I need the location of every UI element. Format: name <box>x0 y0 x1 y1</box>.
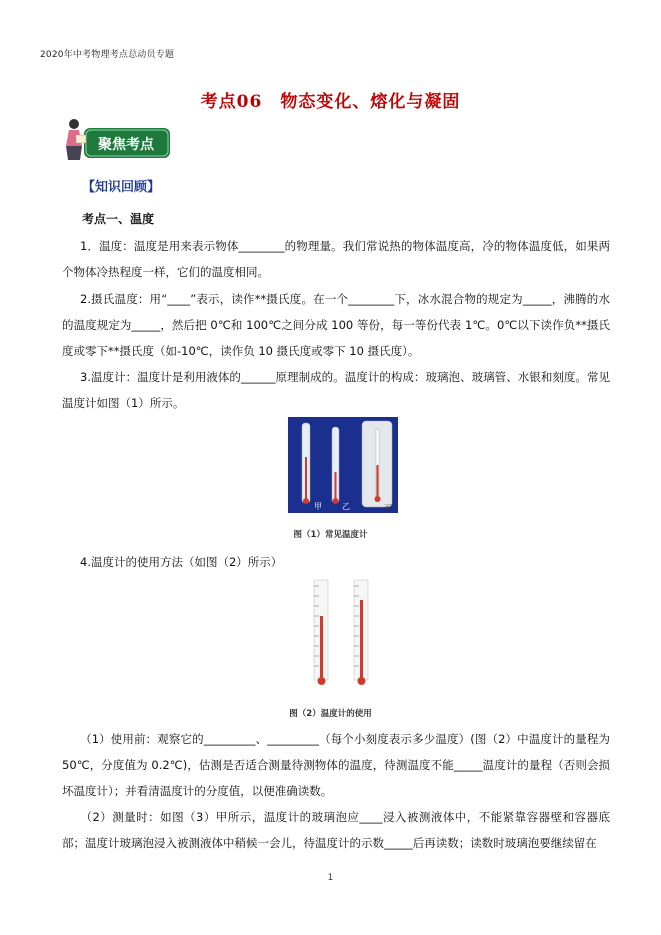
label-c: 丙 <box>384 504 392 513</box>
badge-label: 聚焦考点 <box>98 137 154 153</box>
paragraph-text: 3.温度计：温度计是利用液体的______原理制成的。温度计的构成：玻璃泡、玻璃管、水银和刻度。常见温度计如图（1）所示。 <box>62 370 610 410</box>
paragraph-usage <box>62 549 610 575</box>
paragraph-text: 4.温度计的使用方法（如图（2）所示） <box>80 555 283 569</box>
reading-person-icon <box>60 118 172 164</box>
page-number: 1 <box>327 873 334 883</box>
paragraph-thermometer <box>62 364 610 416</box>
label-a: 甲 <box>314 502 322 511</box>
running-header: 2020年中考物理考点总动员专题 <box>40 50 175 60</box>
figure-thermometer-usage <box>298 578 390 690</box>
paragraph-celsius <box>62 286 610 364</box>
paragraph-temperature <box>62 233 610 285</box>
paragraph-before-use <box>62 726 610 804</box>
figure1-caption: 图（1）常见温度计 <box>293 530 368 540</box>
paragraph-text: （2）测量时：如图（3）甲所示，温度计的玻璃泡应____浸入被测液体中，不能紧靠容器壁和容器底部；温度计玻璃泡浸入被测液体中稍候一会儿，待温度计的示数_____后再读数；读数时玻璃泡要继续留在 <box>62 810 610 850</box>
subsection-title: 考点一、温度 <box>82 212 155 226</box>
paragraph-text: （1）使用前：观察它的_________、_________（每个小刻度表示多少温度）(图（2）中温度计的量程为50℃，分度值为 0.2℃)，估测是否适合测量待测物体的温度，待测温度不能_____温度计的量程（否则会损坏温度计）；并看清温度计的分度值，以便准确读数。 <box>62 732 610 798</box>
page-title: 考点06 物态变化、熔化与凝固 <box>200 92 461 112</box>
figure-common-thermometers <box>288 417 398 513</box>
label-b: 乙 <box>342 502 350 511</box>
paragraph-text: 1．温度：温度是用来表示物体________的物理量。我们常说热的物体温度高，冷的物体温度低，如果两个物体冷热程度一样，它们的温度相同。 <box>62 239 610 279</box>
paragraph-text: 2.摄氏温度：用“____”表示，读作**摄氏度。在一个________下，冰水混合物的规定为_____，沸腾的水的温度规定为_____，然后把 0℃和 100℃之间分成 100 等份，每一等份代表 1℃。0℃以下读作负**摄氏度或零下**摄氏度（如-10℃，读作负 10 摄氏度或零下 10 摄氏度）。 <box>62 292 610 358</box>
section-title: 【知识回顾】 <box>82 180 161 195</box>
focus-badge <box>60 118 172 164</box>
paragraph-during-measurement <box>62 804 610 856</box>
figure2-caption: 图（2）温度计的使用 <box>289 709 372 719</box>
